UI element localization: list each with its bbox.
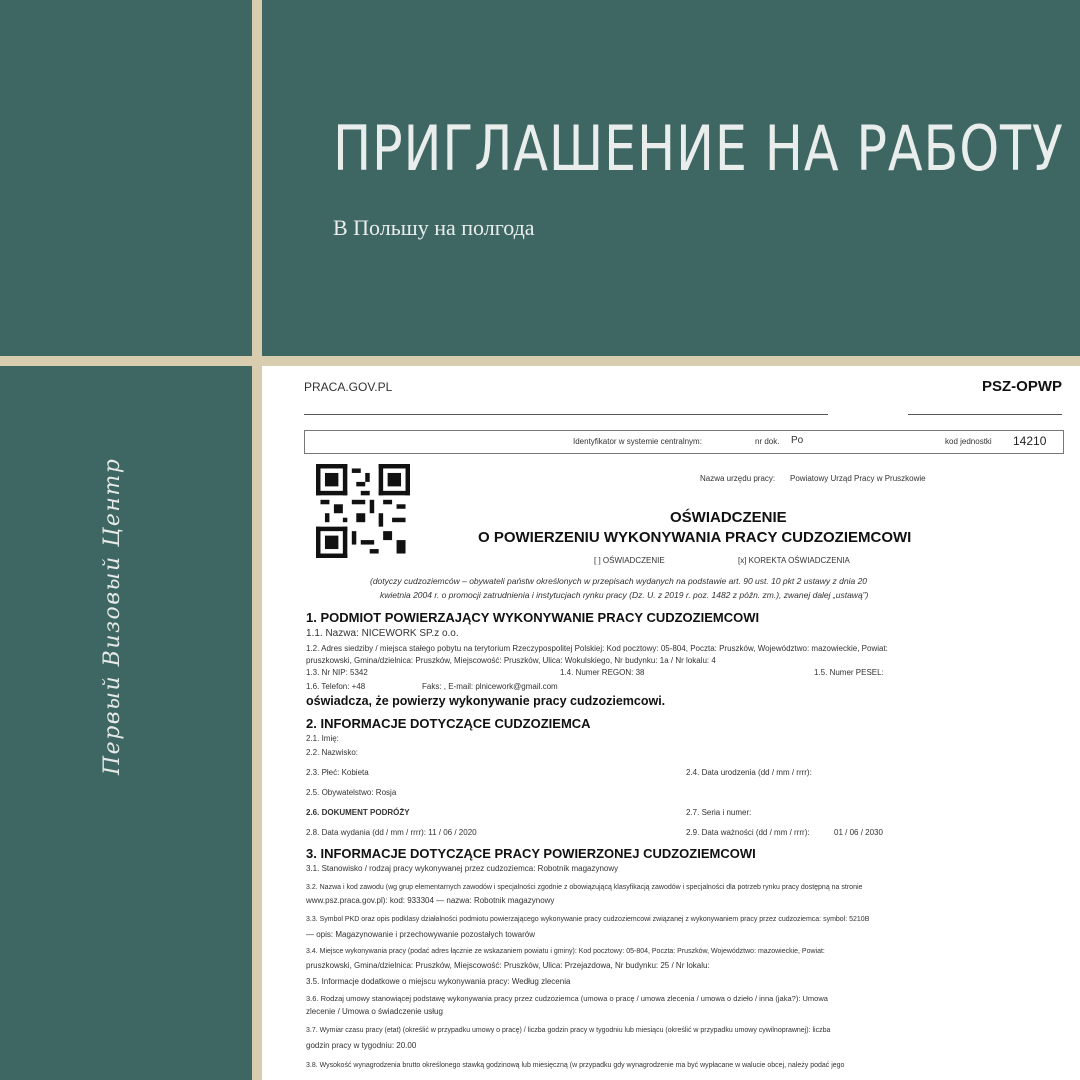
field-1-6: 1.6. Telefon: +48: [306, 682, 366, 691]
field-3-4a: 3.4. Miejsce wykonywania pracy (podać adres łącznie ze wskazaniem powiatu i gminy): Kod pocztowy: 05-804, Poczta: Pruszków, Województwo: mazowieckie, Powiat:: [306, 948, 825, 955]
field-1-3: 1.3. Nr NIP: 5342: [306, 668, 368, 677]
field-3-6b: zlecenie / Umowa o świadczenie usług: [306, 1007, 443, 1016]
site-label: PRACA.GOV.PL: [304, 380, 393, 394]
header-rule-right: [908, 414, 1062, 415]
field-2-5: 2.5. Obywatelstwo: Rosja: [306, 788, 397, 797]
field-3-4b: pruszkowski, Gmina/dzielnica: Pruszków, Miejscowość: Pruszków, Ulica: Przejazdowa, Nr budynku: 25 / Nr lokalu:: [306, 961, 710, 970]
declaration-line: oświadcza, że powierzy wykonywanie pracy cudzoziemcowi.: [306, 694, 666, 708]
document-page: [262, 366, 1080, 1080]
field-2-7: 2.7. Seria i numer:: [686, 808, 752, 817]
field-3-3b: — opis: Magazynowanie i przechowywanie pozostałych towarów: [306, 930, 535, 939]
qr-code: [316, 464, 410, 558]
panel-top-left: [0, 0, 252, 356]
intro-line-2: kwietnia 2004 r. o promocji zatrudnienia i instytucjach rynku pracy (Dz. U. z 2019 r. poz. 1482 z późn. zm.), zwanej dalej „ustawą”): [380, 590, 869, 600]
header-rule-left: [304, 414, 828, 415]
field-2-2: 2.2. Nazwisko:: [306, 748, 359, 757]
identifier-box: [304, 430, 1064, 454]
doc-title: OŚWIADCZENIE: [670, 509, 787, 526]
side-label: Первый Визовый Центр: [100, 457, 125, 775]
field-1-4: 1.4. Numer REGON: 38: [560, 668, 645, 677]
form-code: PSZ-OPWP: [981, 378, 1062, 395]
unit-code-label: kod jednostki: [945, 437, 992, 446]
field-2-4: 2.4. Data urodzenia (dd / mm / rrrr):: [686, 768, 812, 777]
hero-title: ПРИГЛАШЕНИЕ НА РАБОТУ: [333, 112, 1064, 185]
hero-subtitle: В Польшу на полгода: [333, 215, 535, 240]
section-1-heading: 1. PODMIOT POWIERZAJĄCY WYKONYWANIE PRACY CUDZOZIEMCOWI: [306, 610, 760, 625]
field-2-1: 2.1. Imię:: [306, 734, 339, 743]
doc-number-value: Po: [791, 435, 804, 446]
checkbox-declaration: [ ] OŚWIADCZENIE: [594, 556, 665, 565]
section-2-heading: 2. INFORMACJE DOTYCZĄCE CUDZOZIEMCA: [306, 716, 591, 731]
field-1-2b: pruszkowski, Gmina/dzielnica: Pruszków, Miejscowość: Pruszków, Ulica: Wokulskiego, Nr budynku: 1a / Nr lokalu: 4: [306, 656, 716, 665]
field-2-9-value: 01 / 06 / 2030: [834, 828, 883, 837]
office-value: Powiatowy Urząd Pracy w Pruszkowie: [790, 474, 926, 483]
field-2-9: 2.9. Data ważności (dd / mm / rrrr):: [686, 828, 810, 837]
field-2-8: 2.8. Data wydania (dd / mm / rrrr): 11 / 06 / 2020: [306, 828, 477, 837]
field-3-1: 3.1. Stanowisko / rodzaj pracy wykonywanej przez cudzoziemca: Robotnik magazynowy: [306, 864, 619, 873]
field-3-8: 3.8. Wysokość wynagrodzenia brutto określonego stawką godzinową lub miesięczną (w przypadku gdy wynagrodzenie ma być wypłacane w walucie obcej, należy podać jego: [306, 1062, 845, 1069]
intro-line-1: (dotyczy cudzoziemców – obywateli państw określonych w przepisach wydanych na podstawie art. 90 ust. 10 pkt 2 ustawy z dnia 20: [370, 576, 868, 586]
field-3-2b: www.psz.praca.gov.pl): kod: 933304 — nazwa: Robotnik magazynowy: [306, 896, 555, 905]
field-1-2a: 1.2. Adres siedziby / miejsca stałego pobytu na terytorium Rzeczypospolitej Polskiej: Kod pocztowy: 05-804, Poczta: Pruszków, Województwo: mazowieckie, Powiat:: [306, 644, 888, 653]
field-3-3a: 3.3. Symbol PKD oraz opis podklasy działalności podmiotu powierzającego wykonywanie pracy cudzoziemcowi związanej z wykonywaniem pracy przez cudzoziemca: symbol: 5210B: [306, 916, 870, 923]
field-3-7a: 3.7. Wymiar czasu pracy (etat) (określić w przypadku umowy o pracę) / liczba godzin pracy w tygodniu lub miesiącu (określić w przypadku umowy cywilnoprawnej): liczba: [306, 1027, 831, 1034]
field-3-5: 3.5. Informacje dodatkowe o miejscu wykonywania pracy: Według zlecenia: [306, 977, 571, 986]
field-3-2a: 3.2. Nazwa i kod zawodu (wg grup elementarnych zawodów i specjalności zgodnie z obowiązującą klasyfikacją zawodów i specjalności dla potrzeb rynku pracy dostępną na stronie: [306, 884, 863, 891]
field-2-6: 2.6. DOKUMENT PODRÓŻY: [306, 808, 410, 817]
section-3-heading: 3. INFORMACJE DOTYCZĄCE PRACY POWIERZONEJ CUDZOZIEMCOWI: [306, 846, 756, 861]
checkbox-correction: [x] KOREKTA OŚWIADCZENIA: [738, 556, 850, 565]
doc-title-2: O POWIERZENIU WYKONYWANIA PRACY CUDZOZIEMCOWI: [478, 529, 912, 546]
field-2-3: 2.3. Płeć: Kobieta: [306, 768, 369, 777]
panel-bottom-left: [0, 366, 252, 1080]
identifier-label: Identyfikator w systemie centralnym:: [573, 437, 702, 446]
field-3-6a: 3.6. Rodzaj umowy stanowiącej podstawę wykonywania pracy przez cudzoziemca (umowa o pracę / umowa zlecenia / umowa o dzieło / inna (jaka?): Umowa: [306, 994, 828, 1003]
office-label: Nazwa urzędu pracy:: [700, 474, 776, 483]
field-1-5: 1.5. Numer PESEL:: [814, 668, 884, 677]
field-3-7b: godzin pracy w tygodniu: 20.00: [306, 1041, 417, 1050]
unit-code-value: 14210: [1013, 434, 1047, 448]
field-1-1: 1.1. Nazwa: NICEWORK SP.z o.o.: [306, 628, 459, 639]
doc-number-label: nr dok.: [755, 437, 780, 446]
field-1-6b: Faks: , E-mail: plnicework@gmail.com: [422, 682, 558, 691]
